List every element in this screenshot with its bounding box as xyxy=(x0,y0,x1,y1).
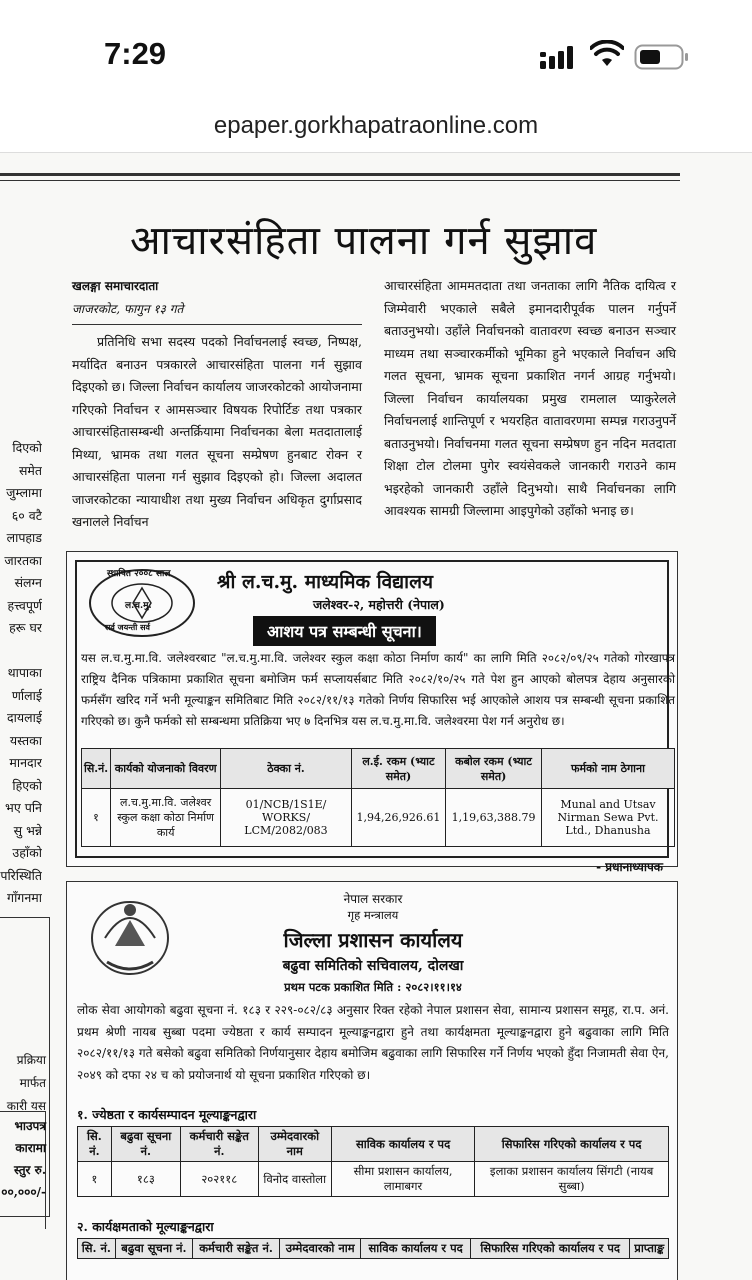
table-header: ल.ई. रकम (भ्याट समेत) xyxy=(351,749,445,789)
left-fragment-line: दिएको xyxy=(12,440,42,455)
table-header: कर्मचारी सङ्केत नं. xyxy=(193,1239,280,1259)
left-box-table-line: कारामा xyxy=(15,1141,46,1155)
seal-center-text: ल.च.मु. xyxy=(125,601,152,611)
left-fragment-line: जारतका xyxy=(4,552,42,568)
table-cell: ल.च.मु.मा.वि. जलेश्वर स्कुल कक्षा कोठा निर्माण कार्य xyxy=(111,789,221,847)
left-box-table-line: भाउपत्र xyxy=(14,1119,46,1133)
article-headline: आचारसंहिता पालना गर्न सुझाव xyxy=(130,218,598,264)
left-fragment-line: गाँगनमा xyxy=(7,890,42,905)
table-header: साविक कार्यालय र पद xyxy=(331,1127,474,1162)
table-header: प्राप्ताङ्क xyxy=(630,1239,669,1259)
gov-line-2: गृह मन्त्रालय xyxy=(347,908,399,922)
table-header: कर्मचारी सङ्केत नं. xyxy=(180,1127,258,1162)
promotion-table-2 xyxy=(77,1238,669,1259)
table-header: बढुवा सूचना नं. xyxy=(115,1239,192,1259)
left-fragment-line: ६० वटै xyxy=(11,507,42,523)
left-fragment-line: दायलाई xyxy=(7,710,42,725)
school-name: श्री ल.च.मु. माध्यमिक विद्यालय xyxy=(217,571,433,593)
left-fragment-line: जुम्लामा xyxy=(6,485,42,500)
table-header: उम्मेदवारको नाम xyxy=(258,1127,331,1162)
left-column-fragments xyxy=(0,437,42,910)
left-notice-fragments xyxy=(0,1049,46,1118)
section-1-title: १. ज्येष्ठता र कार्यसम्पादन मूल्याङ्कनद्वारा xyxy=(77,1107,257,1122)
article-col1-text: प्रतिनिधि सभा सदस्य पदको निर्वाचनलाई स्वच्छ, निष्पक्ष, मर्यादित बनाउन पत्रकारले आचारसंहिता पालना गर्न सुझाव दिइएको छ। जिल्ला निर्वाचन कार्यालय जाजरकोटको आयोजनामा गरिएको निर्वाचन र आमसञ्चार विषयक रिपोर्टिङ तथा पत्रकार आचारसंहितासम्बन्धी अन्तर्क्रियामा निर्वाचनका बेला मतदातालाई मिथ्या, भ्रामक तथा गलत सूचना सम्प्रेषण हुनबाट रोक्न र आचारसंहिता पालना गर्न सुझाव दिइएको हो। जिल्ला अदालत जाजरकोटका न्यायाधीश तथा मुख्य निर्वाचन अधिकृत दुर्गाप्रसाद खनालले निर्वाचन xyxy=(72,334,362,529)
left-fragment-line: परिस्थिति xyxy=(0,867,42,883)
section-2-title: २. कार्यक्षमताको मूल्याङ्कनद्वारा xyxy=(77,1219,214,1234)
left-box-line: प्रक्रिया xyxy=(16,1053,46,1067)
table-cell: विनोद वास्तोला xyxy=(258,1162,331,1197)
left-fragment-line: यस्तका xyxy=(9,732,42,748)
office-title: जिल्ला प्रशासन कार्यालय xyxy=(283,928,463,952)
notice-signature: - प्रधानाध्यापक xyxy=(596,860,663,874)
article-column-2: आचारसंहिता आममतदाता तथा जनताका लागि नैतिक दायित्व र जिम्मेवारी भएकाले सबैले इमानदारीपूर्वक पालन गर्नुपर्ने बताउनुभयो। उहाँले निर्वाचनको वातावरण स्वच्छ बनाउन सञ्चार माध्यम तथा सञ्चारकर्मीको भूमिका हुने भएकाले निर्वाचन अघि गलत सूचना, भ्रामक सूचना प्रकाशित नगर्न आग्रह गर्नुभयो। जिल्ला निर्वाचन कार्यालयका प्रमुख रामलाल प्याकुरेलले निर्वाचनलाई शान्तिपूर्ण र भयरहित वातावरणमा सम्पन्न गराउनुपर्ने बताउनुभयो। निर्वाचनमा गलत सूचना सम्प्रेषण हुन नदिन मतदाता शिक्षा टोल टोलमा पुगेर स्वयंसेवकले जानकारी गराउने काम भइरहेको जानकारी उहाँले दिनुभयो। साथै निर्वाचनका लागि आवश्यक सामग्री जिल्लामा आइपुगेको उहाँको भनाइ छ। xyxy=(384,278,676,518)
table-header: सिफारिस गरिएको कार्यालय र पद xyxy=(475,1127,669,1162)
table-cell: इलाका प्रशासन कार्यालय सिंगटी (नायब सुब्बा) xyxy=(475,1162,669,1197)
table-header: ठेक्का नं. xyxy=(221,749,351,789)
notice-tag: आशय पत्र सम्बन्धी सूचना। xyxy=(253,616,436,646)
table-header: उम्मेदवारको नाम xyxy=(279,1239,360,1259)
left-fragment-line: र्णालाई xyxy=(11,687,42,703)
table-header: सि. नं. xyxy=(78,1127,112,1162)
left-box-line: मार्फत xyxy=(19,1076,46,1090)
left-box-line: कारी यस xyxy=(6,1099,46,1113)
table-cell: 01/NCB/1S1E/ WORKS/ LCM/2082/083 xyxy=(221,789,351,847)
wifi-icon xyxy=(590,40,624,68)
admin-notice-body: लोक सेवा आयोगको बढुवा सूचना नं. १८३ र २२९-०८२/८३ अनुसार रिक्त रहेको नेपाल प्रशासन सेवा, सामान्य प्रशासन समूह, रा.प. अनं. प्रथम श्रेणी नायब सुब्बा पदमा ज्येष्ठता र कार्य सम्पादन मूल्याङ्कनद्वारा हुने तथा कार्यक्षमता मूल्याङ्कनद्वारा हुने बढुवाका लागि मिति २०८२/११/१३ गते बसेको बढुवा समितिको निर्णयानुसार देहाय बमोजिम बढुवाका लागि सिफारिस गर्ने निर्णय भएको हुँदा निजामती सेवा ऐन, २०४९ को दफा २४ च को प्रयोजनार्थ यो सूचना प्रकाशित गरिएको छ। xyxy=(77,1003,669,1082)
left-notice-table-text xyxy=(0,1115,46,1203)
left-box-table-line: ००,०००/- xyxy=(1,1185,46,1199)
table-cell: १ xyxy=(78,1162,112,1197)
table-cell: सीमा प्रशासन कार्यालय, लामाबगर xyxy=(331,1162,474,1197)
left-fragment-line: मानदार xyxy=(9,755,42,770)
cellular-signal-icon xyxy=(540,45,576,69)
table-row xyxy=(78,1162,669,1197)
table-cell: 1,94,26,926.61 xyxy=(351,789,445,847)
table-header: साविक कार्यालय र पद xyxy=(361,1239,470,1259)
left-fragment-line: भए पनि xyxy=(5,800,42,815)
table-header: कबोल रकम (भ्याट समेत) xyxy=(446,749,542,789)
browser-url[interactable]: epaper.gorkhapatraonline.com xyxy=(213,112,539,139)
school-notice-table xyxy=(81,748,675,847)
school-address: जलेश्वर-२, महोत्तरी (नेपाल) xyxy=(313,597,445,612)
battery-icon xyxy=(634,44,690,70)
school-notice xyxy=(66,551,678,874)
publish-date: प्रथम पटक प्रकाशित मिति : २०८२।११।१४ xyxy=(284,980,462,994)
left-fragment-line: हत्त्वपूर्ण xyxy=(7,597,42,613)
status-bar xyxy=(0,0,752,100)
admin-notice xyxy=(66,881,678,1280)
left-fragment-line: थापाका xyxy=(7,665,42,680)
table-cell: १ xyxy=(82,789,111,847)
left-fragment-line: लापहाड xyxy=(6,530,42,545)
article-byline: खलङ्गा समाचारदाता xyxy=(72,279,159,293)
school-notice-body: यस ल.च.मु.मा.वि. जलेश्वरबाट "ल.च.मु.मा.वि. जलेश्वर स्कुल कक्षा कोठा निर्माण कार्य" का लागि मिति २०८२/०९/२५ गतेको गोरखापत्र राष्ट्रिय दैनिक पत्रिकामा प्रकाशित सूचना बमोजिम फर्म सप्लायर्सबाट मिति २०८२/१०/२५ गते पेश हुन आएको बोलपत्र देहाय अनुसारको फर्मसँग खरिद गर्ने भनी मूल्याङ्कन समितिबाट मिति २०८२/११/१३ गतेको निर्णय सिफारिस भई आएकोले आशय पत्र सम्बन्धी सूचना प्रकाशित गरिएको छ। कुनै फर्मको सो सम्बन्धमा प्रतिक्रिया भए ७ दिनभित्र यस ल.च.मु.मा.वि. जलेश्वरमा पेश गर्न अनुरोध छ। xyxy=(81,651,675,728)
seal-top-text: स्थापित २००८ साल xyxy=(107,569,171,579)
secretariat-title: बढुवा समितिको सचिवालय, दोलखा xyxy=(282,958,464,974)
table-header: सि.नं. xyxy=(82,749,111,789)
table-cell: Munal and Utsav Nirman Sewa Pvt. Ltd., Dhanusha xyxy=(541,789,674,847)
seal-bottom-text: सर्व जयन्ती सर्व xyxy=(105,622,150,632)
left-fragment-line xyxy=(0,640,42,663)
epaper-page[interactable] xyxy=(0,152,752,1280)
left-fragment-line: हिएको xyxy=(12,777,42,793)
left-fragment-line: सु भन्ने xyxy=(13,822,42,838)
article-column-1 xyxy=(72,275,362,534)
table-cell: 1,19,63,388.79 xyxy=(446,789,542,847)
table-header: कार्यको योजनाको विवरण xyxy=(111,749,221,789)
page-rule xyxy=(0,173,680,181)
left-fragment-line: संलग्न xyxy=(14,575,42,590)
article-dateline: जाजरकोट, फागुन १३ गते xyxy=(72,298,362,326)
left-box-table-line: स्तुर रु. xyxy=(14,1163,46,1177)
status-clock: 7:29 xyxy=(104,36,167,71)
promotion-table-1 xyxy=(77,1126,669,1197)
table-header: सि. नं. xyxy=(78,1239,116,1259)
table-row xyxy=(82,789,675,847)
table-header: बढुवा सूचना नं. xyxy=(111,1127,180,1162)
table-header: सिफारिस गरिएको कार्यालय र पद xyxy=(470,1239,630,1259)
table-header: फर्मको नाम ठेगाना xyxy=(541,749,674,789)
table-cell: २०२११८ xyxy=(180,1162,258,1197)
table-cell: १८३ xyxy=(111,1162,180,1197)
left-fragment-line: हरू घर xyxy=(9,620,42,635)
left-fragment-line: उहाँको xyxy=(12,845,42,860)
left-fragment-line: समेत xyxy=(18,462,42,478)
gov-line-1: नेपाल सरकार xyxy=(343,892,403,906)
